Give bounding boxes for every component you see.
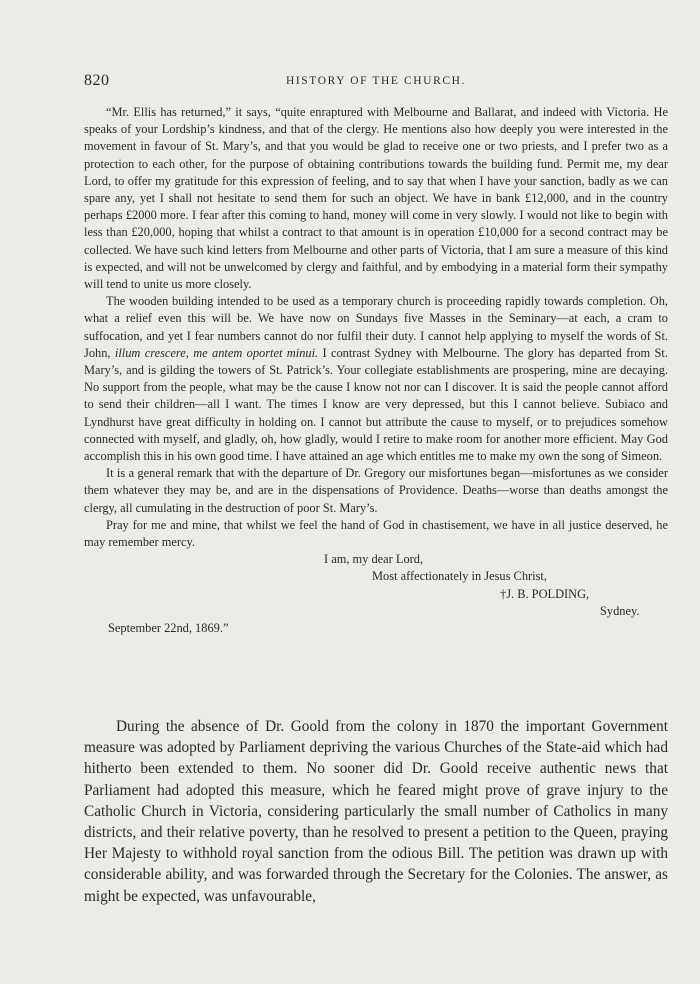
letter-paragraph-text: The wooden building intended to be used as a temporary church is proceeding rapidly towards completion. Oh, what a relief even this will be. We have now on Sundays five Masses in the Seminary—at each, a cram to suffocation, and yet I fear numbers cannot do nor fulfil their duty. I cannot help applying to myself the words of St. John, [84,294,668,360]
page-header [84,72,668,94]
page-number: 820 [84,72,110,89]
signature: †J. B. POLDING, [500,586,590,601]
letter-paragraph [84,293,668,465]
letter-closing [84,551,668,637]
running-title: HISTORY OF THE CHURCH. [285,75,467,87]
quoted-letter [84,104,668,637]
salutation: I am, my dear Lord, [324,552,424,567]
letter-paragraph: “Mr. Ellis has returned,” it says, “quite enraptured with Melbourne and Ballarat, and indeed with Victoria. He speaks of your Lordship’s kindness, and that of the clergy. He mentions also how deeply you were interested in the movement in favour of St. Mary’s, and that you would be glad to receive one or two priests, and I prefer two as a protection to each other, for the purpose of obtaining contributions towards the building fund. Permit me, my dear Lord, to offer my gratitude for this expression of feeling, and to say that when I have your sanction, badly as we can spare any, yet I shall not hesitate to send them for such an object. We have in bank £12,000, and in the country perhaps £2000 more. I fear after this coming to hand, money will come in very slowly. I would not like to begin with less than £20,000, hoping that whilst a contract to that amount is in operation £10,000 for a second contract may be collected. We have such kind letters from Melbourne and other parts of Victoria, that I am sure a measure of this kind is expected, and will not be unwelcomed by clergy and faithful, and by embodying in a material form their sympathy will tend to unite us more closely. [84,105,668,292]
latin-quotation: illum crescere, me antem oportet minui. [114,345,319,360]
letter-paragraph: Pray for me and mine, that whilst we feel the hand of God in chastisement, we have in all justice deserved, he may remember mercy. [84,517,668,550]
place: Sydney. [600,603,640,618]
letter-paragraph: It is a general remark that with the departure of Dr. Gregory our misfortunes began—misfortunes as we consider them whatever they may be, and are in the dispensations of Providence. Deaths—worse than deaths amongst the clergy, all cumulating in the destruction of poor St. Mary’s. [84,466,668,515]
narrative-text [84,716,668,907]
narrative-paragraph: During the absence of Dr. Goold from the colony in 1870 the important Government measure was adopted by Parliament depriving the various Churches of the State-aid which had hitherto been extended to them. No sooner did Dr. Goold receive authentic news that Parliament had adopted this measure, which he feared might prove of grave injury to the Catholic Church in Victoria, considering particularly the small number of Catholics in many districts, and their relative poverty, than he resolved to present a petition to the Queen, praying Her Majesty to withhold royal sanction from the odious Bill. The petition was drawn up with considerable ability, and was forwarded through the Secretary for the Colonies. The answer, as might be expected, was unfavourable, [84,718,668,905]
valediction: Most affectionately in Jesus Christ, [372,569,547,584]
letter-date: September 22nd, 1869.” [108,621,229,636]
letter-paragraph-text: I contrast Sydney with Melbourne. The glory has departed from St. Mary’s, and is gilding the towers of St. Patrick’s. Your collegiate establishments are prospering, mine are decaying. No support from the people, what may be the cause I know not nor can I discover. It is said the people cannot afford to send their children—all I want. The times I know are very depressed, but this I cannot believe. Subiaco and Lyndhurst have great difficulty in holding on. I cannot but attribute the cause to myself, or to prejudices somehow connected with myself, and gladly, oh, how gladly, would I retire to make room for another more efficient. May God accomplish this in his own good time. I have attained an age which entitles me to make my own the song of Simeon. [84,345,668,464]
